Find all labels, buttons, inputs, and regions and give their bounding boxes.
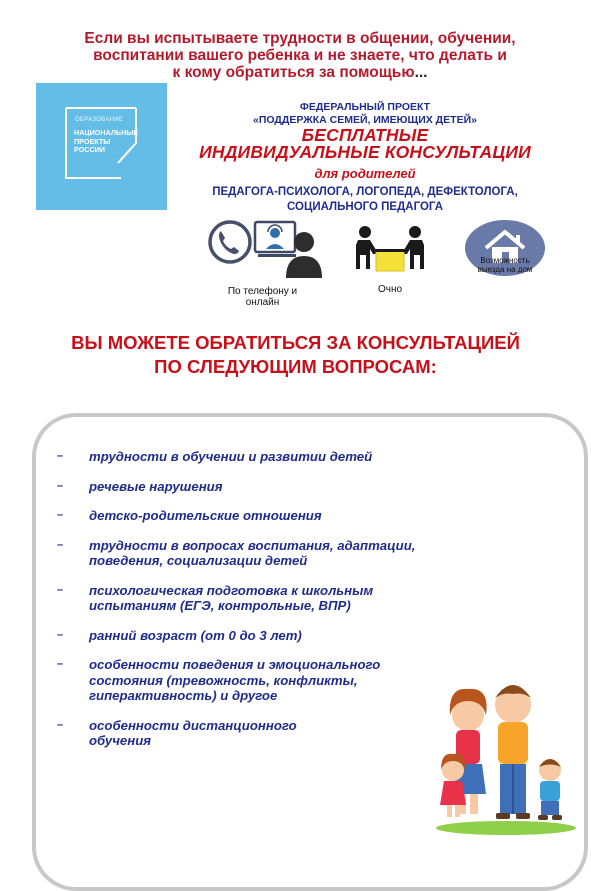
topics-list <box>57 449 437 763</box>
topic-item: – речевые нарушения <box>57 479 437 495</box>
offer-title <box>160 127 570 161</box>
intro-ellipsis: ... <box>414 64 428 81</box>
project-line-2: «ПОДДЕРЖКА СЕМЕЙ, ИМЕЮЩИХ ДЕТЕЙ» <box>253 113 477 126</box>
mode-phone-line-2: онлайн <box>245 297 280 308</box>
logo-main-line-3: РОССИИ <box>74 145 106 154</box>
mode-phone-online <box>200 218 325 308</box>
intro-text <box>30 30 570 81</box>
logo-main-text <box>74 128 139 155</box>
headline-line-1: ВЫ МОЖЕТЕ ОБРАТИТЬСЯ ЗА КОНСУЛЬТАЦИЕЙ <box>71 332 520 353</box>
headset-operator-icon <box>255 222 296 257</box>
specialists-line-1: ПЕДАГОГА-ПСИХОЛОГА, ЛОГОПЕДА, ДЕФЕКТОЛОГА, <box>212 186 518 198</box>
phone-online-icon <box>200 218 325 280</box>
mode-in-person <box>340 218 440 295</box>
for-parents-label: для родителей <box>314 166 416 181</box>
home-visit-text <box>460 256 550 274</box>
intro-line-2: воспитании вашего ребенка и не знаете, что делать и <box>93 47 507 64</box>
logo-main-line-2: ПРОЕКТЫ <box>74 136 111 146</box>
intro-line-1: Если вы испытываете трудности в общении, обучении, <box>84 30 516 47</box>
logo-main-line-1: НАЦИОНАЛЬНЫЕ <box>74 128 139 137</box>
topic-item: – трудности в вопросах воспитания, адаптации, поведения, социализации детей <box>57 538 437 569</box>
headline-line-2: ПО СЛЕДУЮЩИМ ВОПРОСАМ: <box>154 356 437 377</box>
consultation-modes <box>0 218 591 308</box>
specialists-line-2: СОЦИАЛЬНОГО ПЕДАГОГА <box>286 200 443 213</box>
family-illustration <box>428 670 578 835</box>
home-visit-line-1: Возможность <box>480 256 530 265</box>
meeting-table-icon <box>340 218 440 278</box>
topic-item: – трудности в обучении и развитии детей <box>57 449 437 465</box>
topic-item: – ранний возраст (от 0 до 3 лет) <box>57 628 437 644</box>
specialists-list <box>170 185 560 214</box>
mode-phone-line-1: По телефону и <box>227 286 298 297</box>
national-projects-logo <box>36 83 167 210</box>
intro-line-3-text: к кому обратиться за помощью <box>172 64 415 81</box>
topic-item: – детско-родительские отношения <box>57 508 437 524</box>
mode-home-visit <box>460 218 550 296</box>
offer-line-1: БЕСПЛАТНЫЕ <box>301 125 429 145</box>
topic-item: – психологическая подготовка к школьным испытаниям (ЕГЭ, контрольные, ВПР) <box>57 583 449 614</box>
section-headline <box>20 331 571 379</box>
logo-top-word: ОБРАЗОВАНИЕ <box>75 117 124 123</box>
project-line-1: ФЕДЕРАЛЬНЫЙ ПРОЕКТ <box>299 101 431 113</box>
topic-item: – особенности поведения и эмоционального состояния (тревожность, конфликты, гиперактивность) и другое <box>57 657 437 704</box>
intro-line-3 <box>30 64 570 81</box>
topic-item: – особенности дистанционного обучения <box>57 718 349 749</box>
mode-in-person-label: Очно <box>377 284 403 295</box>
federal-project-title <box>170 101 560 126</box>
phone-icon <box>210 222 250 262</box>
home-visit-line-2: выезда на дом <box>477 265 533 274</box>
offer-line-2: ИНДИВИДУАЛЬНЫЕ КОНСУЛЬТАЦИИ <box>199 142 531 162</box>
